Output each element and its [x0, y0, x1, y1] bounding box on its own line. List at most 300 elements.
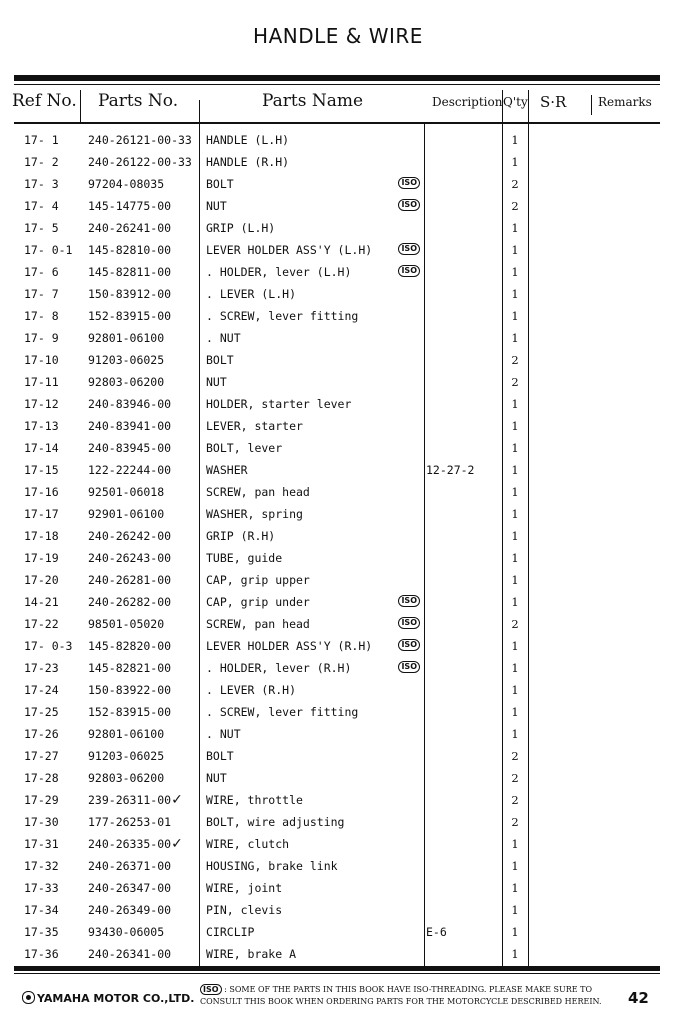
column-divider [80, 90, 81, 122]
quantity: 1 [511, 507, 519, 521]
parts-no-value: 240-26242-00 [88, 529, 172, 543]
parts-no [84, 173, 200, 195]
parts-name [200, 833, 424, 855]
parts-name-value: LEVER HOLDER ASS'Y (R.H) [206, 639, 373, 653]
description [424, 217, 502, 239]
parts-name [200, 789, 424, 811]
parts-no-value: 91203-06025 [88, 353, 165, 367]
parts-name-value: . LEVER (R.H) [206, 683, 297, 697]
description [424, 833, 502, 855]
quantity: 1 [511, 595, 519, 609]
parts-no-value: 240-26349-00 [88, 903, 172, 917]
column-divider [591, 95, 592, 115]
table-row [0, 833, 528, 855]
header-rule [14, 122, 660, 124]
parts-name-value: . SCREW, lever fitting [206, 705, 359, 719]
parts-no-value: 150-83922-00 [88, 683, 172, 697]
parts-name [200, 393, 424, 415]
quantity: 1 [511, 705, 519, 719]
parts-no [84, 591, 200, 613]
parts-no-value: 240-26371-00 [88, 859, 172, 873]
parts-no [84, 195, 200, 217]
description [424, 943, 502, 965]
parts-no-value: 92803-06200 [88, 771, 165, 785]
parts-no [84, 481, 200, 503]
parts-name-value: WIRE, clutch [206, 837, 290, 851]
table-row [0, 327, 528, 349]
table-row [0, 635, 528, 657]
parts-name-value: WIRE, throttle [206, 793, 303, 807]
table-row [0, 811, 528, 833]
parts-no-value: 240-26341-00 [88, 947, 172, 961]
iso-mark-icon: ISO [398, 265, 420, 277]
quantity: 2 [511, 793, 519, 807]
table-row [0, 745, 528, 767]
parts-no [84, 855, 200, 877]
parts-name-value: WIRE, brake A [206, 947, 297, 961]
quantity: 1 [511, 133, 519, 147]
description [424, 327, 502, 349]
table-row [0, 283, 528, 305]
table-row [0, 371, 528, 393]
parts-name-value: BOLT [206, 749, 234, 763]
parts-name [200, 349, 424, 371]
parts-name [200, 855, 424, 877]
parts-no-value: 240-26281-00 [88, 573, 172, 587]
parts-name [200, 305, 424, 327]
bottom-rule-thin [14, 973, 660, 974]
parts-name [200, 415, 424, 437]
parts-name [200, 239, 424, 261]
parts-name [200, 635, 424, 657]
ref-no: 17- 0-1 [24, 243, 73, 257]
parts-name [200, 811, 424, 833]
parts-name [200, 371, 424, 393]
ref-no: 17-27 [24, 749, 59, 763]
parts-name-value: LEVER, starter [206, 419, 303, 433]
parts-name [200, 767, 424, 789]
column-divider [528, 90, 529, 966]
parts-no-value: 97204-08035 [88, 177, 165, 191]
description [424, 657, 502, 679]
ref-no: 17- 5 [24, 221, 59, 235]
iso-mark-icon: ISO [398, 177, 420, 189]
description [424, 547, 502, 569]
parts-name-value: BOLT, lever [206, 441, 283, 455]
table-row [0, 195, 528, 217]
ref-no: 17-19 [24, 551, 59, 565]
table-row [0, 877, 528, 899]
table-row [0, 173, 528, 195]
table-row [0, 789, 528, 811]
ref-no: 17-12 [24, 397, 59, 411]
parts-name [200, 877, 424, 899]
company-logo [22, 991, 194, 1005]
parts-no-value: 145-82811-00 [88, 265, 172, 279]
top-rule-thick [14, 75, 660, 81]
parts-no-value: 93430-06005 [88, 925, 165, 939]
parts-no-value: 240-83945-00 [88, 441, 172, 455]
quantity: 1 [511, 903, 519, 917]
ref-no: 17-31 [24, 837, 59, 851]
description [424, 151, 502, 173]
ref-no: 17-20 [24, 573, 59, 587]
quantity: 1 [511, 221, 519, 235]
parts-no [84, 239, 200, 261]
quantity: 1 [511, 551, 519, 565]
ref-no: 17-22 [24, 617, 59, 631]
description [424, 437, 502, 459]
parts-no-value: 240-26282-00 [88, 595, 172, 609]
parts-no [84, 525, 200, 547]
parts-no [84, 613, 200, 635]
parts-name-value: . LEVER (L.H) [206, 287, 297, 301]
ref-no: 17-34 [24, 903, 59, 917]
ref-no: 17-24 [24, 683, 59, 697]
table-row [0, 679, 528, 701]
parts-no [84, 569, 200, 591]
parts-no [84, 679, 200, 701]
description [424, 701, 502, 723]
parts-no-value: 98501-05020 [88, 617, 165, 631]
parts-name-value: TUBE, guide [206, 551, 283, 565]
table-row [0, 921, 528, 943]
parts-no [84, 261, 200, 283]
description [424, 767, 502, 789]
iso-mark-icon: ISO [398, 617, 420, 629]
table-row [0, 129, 528, 151]
parts-name [200, 283, 424, 305]
parts-name-value: . SCREW, lever fitting [206, 309, 359, 323]
parts-no-value: 145-14775-00 [88, 199, 172, 213]
ref-no: 17-36 [24, 947, 59, 961]
parts-no [84, 371, 200, 393]
description [424, 899, 502, 921]
parts-name [200, 745, 424, 767]
parts-no-value: 152-83915-00 [88, 705, 172, 719]
parts-name [200, 525, 424, 547]
parts-no-value: 91203-06025 [88, 749, 165, 763]
header-ref-no: Ref No. [12, 91, 77, 111]
parts-name-value: LEVER HOLDER ASS'Y (L.H) [206, 243, 373, 257]
table-row [0, 723, 528, 745]
table-row [0, 349, 528, 371]
parts-name [200, 151, 424, 173]
parts-no [84, 943, 200, 965]
quantity: 1 [511, 639, 519, 653]
table-row [0, 767, 528, 789]
parts-no [84, 635, 200, 657]
iso-mark-icon: ISO [398, 639, 420, 651]
parts-name-value: . HOLDER, lever (R.H) [206, 661, 352, 675]
parts-no [84, 723, 200, 745]
ref-no: 17- 3 [24, 177, 59, 191]
parts-no-value: 92801-06100 [88, 331, 165, 345]
parts-no [84, 349, 200, 371]
parts-no [84, 217, 200, 239]
parts-name-value: BOLT [206, 353, 234, 367]
parts-name [200, 459, 424, 481]
description [424, 679, 502, 701]
quantity: 1 [511, 397, 519, 411]
header-qty: Q'ty [503, 95, 528, 109]
parts-no [84, 745, 200, 767]
ref-no: 17-18 [24, 529, 59, 543]
quantity: 2 [511, 375, 519, 389]
parts-no-value: 150-83912-00 [88, 287, 172, 301]
parts-no [84, 899, 200, 921]
description [424, 613, 502, 635]
parts-name-value: WASHER [206, 463, 248, 477]
quantity: 2 [511, 815, 519, 829]
parts-name [200, 195, 424, 217]
table-row [0, 701, 528, 723]
parts-no-value: 240-83941-00 [88, 419, 172, 433]
ref-no: 17-35 [24, 925, 59, 939]
table-row [0, 217, 528, 239]
quantity: 1 [511, 419, 519, 433]
parts-name [200, 591, 424, 613]
description [424, 481, 502, 503]
header-sr: S·R [540, 93, 567, 111]
parts-table [0, 129, 528, 965]
description [424, 745, 502, 767]
ref-no: 17-15 [24, 463, 59, 477]
quantity: 2 [511, 749, 519, 763]
iso-mark-icon: ISO [398, 199, 420, 211]
header-remarks: Remarks [598, 95, 652, 109]
parts-no-value: 92901-06100 [88, 507, 165, 521]
parts-name [200, 899, 424, 921]
header-parts-name: Parts Name [262, 91, 364, 111]
table-row [0, 657, 528, 679]
iso-mark-icon: ISO [398, 595, 420, 607]
ref-no: 17- 9 [24, 331, 59, 345]
parts-name [200, 921, 424, 943]
iso-note [200, 984, 602, 1008]
quantity: 2 [511, 771, 519, 785]
parts-no [84, 305, 200, 327]
description [424, 283, 502, 305]
description [424, 393, 502, 415]
parts-no [84, 151, 200, 173]
description [424, 415, 502, 437]
parts-name-value: NUT [206, 375, 227, 389]
quantity: 1 [511, 727, 519, 741]
parts-no-value: 92803-06200 [88, 375, 165, 389]
parts-name [200, 701, 424, 723]
ref-no: 17-33 [24, 881, 59, 895]
table-row [0, 569, 528, 591]
parts-name [200, 503, 424, 525]
ref-no: 17-32 [24, 859, 59, 873]
parts-no-value: 240-26121-00-33 [88, 133, 192, 147]
description [424, 877, 502, 899]
parts-no [84, 327, 200, 349]
table-row [0, 151, 528, 173]
bottom-rule-thick [14, 966, 660, 971]
parts-no [84, 129, 200, 151]
quantity: 1 [511, 661, 519, 675]
iso-note-line-1: : SOME OF THE PARTS IN THIS BOOK HAVE ISO-THREADING. PLEASE MAKE SURE TO [224, 985, 592, 994]
parts-name-value: NUT [206, 771, 227, 785]
iso-mark-icon: ISO [398, 243, 420, 255]
quantity: 1 [511, 243, 519, 257]
parts-no [84, 503, 200, 525]
iso-mark-icon: ISO [200, 984, 222, 995]
quantity: 1 [511, 155, 519, 169]
quantity: 1 [511, 529, 519, 543]
parts-name-value: . NUT [206, 331, 241, 345]
ref-no: 17-11 [24, 375, 59, 389]
table-row [0, 459, 528, 481]
parts-no-value: 240-26347-00 [88, 881, 172, 895]
table-row [0, 437, 528, 459]
check-mark: ✓ [171, 792, 183, 808]
parts-name [200, 327, 424, 349]
parts-name-value: HANDLE (R.H) [206, 155, 290, 169]
parts-name-value: BOLT [206, 177, 234, 191]
parts-name-value: GRIP (L.H) [206, 221, 276, 235]
quantity: 1 [511, 573, 519, 587]
parts-name-value: CAP, grip under [206, 595, 310, 609]
parts-no-value: 145-82820-00 [88, 639, 172, 653]
parts-name-value: BOLT, wire adjusting [206, 815, 345, 829]
parts-no-value: 240-26122-00-33 [88, 155, 192, 169]
parts-no [84, 283, 200, 305]
table-row [0, 591, 528, 613]
parts-no-value: 239-26311-00 [88, 793, 172, 807]
table-row [0, 481, 528, 503]
description [424, 503, 502, 525]
check-mark: ✓ [171, 836, 183, 852]
description [424, 129, 502, 151]
quantity: 2 [511, 177, 519, 191]
parts-name [200, 261, 424, 283]
ref-no: 17- 8 [24, 309, 59, 323]
description [424, 239, 502, 261]
parts-no [84, 833, 200, 855]
description [424, 349, 502, 371]
description [424, 261, 502, 283]
parts-no-value: 240-26241-00 [88, 221, 172, 235]
company-name: YAMAHA MOTOR CO.,LTD. [37, 992, 195, 1005]
table-row [0, 855, 528, 877]
parts-no [84, 393, 200, 415]
parts-name [200, 437, 424, 459]
page-title: HANDLE & WIRE [253, 24, 423, 48]
ref-no: 17-10 [24, 353, 59, 367]
parts-name-value: GRIP (R.H) [206, 529, 276, 543]
parts-name-value: WASHER, spring [206, 507, 303, 521]
parts-no [84, 547, 200, 569]
description [424, 195, 502, 217]
parts-name [200, 569, 424, 591]
parts-no [84, 921, 200, 943]
quantity: 1 [511, 881, 519, 895]
description [424, 855, 502, 877]
parts-name-value: HOLDER, starter lever [206, 397, 352, 411]
iso-mark-icon: ISO [398, 661, 420, 673]
table-row [0, 239, 528, 261]
ref-no: 17-29 [24, 793, 59, 807]
ref-no: 17- 4 [24, 199, 59, 213]
parts-name [200, 613, 424, 635]
ref-no: 17-23 [24, 661, 59, 675]
parts-no [84, 415, 200, 437]
ref-no: 17-26 [24, 727, 59, 741]
quantity: 2 [511, 353, 519, 367]
parts-no [84, 767, 200, 789]
ref-no: 17- 7 [24, 287, 59, 301]
parts-no-value: 92801-06100 [88, 727, 165, 741]
quantity: 1 [511, 683, 519, 697]
parts-name [200, 129, 424, 151]
parts-name-value: SCREW, pan head [206, 485, 310, 499]
quantity: 2 [511, 199, 519, 213]
parts-name-value: PIN, clevis [206, 903, 283, 917]
parts-no [84, 789, 200, 811]
quantity: 1 [511, 287, 519, 301]
ref-no: 17-25 [24, 705, 59, 719]
table-row [0, 899, 528, 921]
table-row [0, 261, 528, 283]
parts-no-value: 122-22244-00 [88, 463, 172, 477]
description [424, 569, 502, 591]
description [424, 789, 502, 811]
parts-no-value: 92501-06018 [88, 485, 165, 499]
description [424, 525, 502, 547]
parts-no [84, 657, 200, 679]
table-row [0, 525, 528, 547]
parts-name-value: CAP, grip upper [206, 573, 310, 587]
parts-no-value: 240-83946-00 [88, 397, 172, 411]
page-number: 42 [628, 989, 649, 1007]
description [424, 591, 502, 613]
header-parts-no: Parts No. [98, 91, 179, 111]
parts-no [84, 811, 200, 833]
parts-no [84, 459, 200, 481]
parts-no [84, 701, 200, 723]
parts-name-value: NUT [206, 199, 227, 213]
table-row [0, 943, 528, 965]
parts-name [200, 723, 424, 745]
description [424, 811, 502, 833]
ref-no: 17-28 [24, 771, 59, 785]
parts-name [200, 173, 424, 195]
quantity: 1 [511, 331, 519, 345]
quantity: 1 [511, 463, 519, 477]
quantity: 1 [511, 485, 519, 499]
ref-no: 17-13 [24, 419, 59, 433]
quantity: 1 [511, 265, 519, 279]
quantity: 1 [511, 947, 519, 961]
parts-no [84, 437, 200, 459]
table-row [0, 393, 528, 415]
parts-no-value: 240-26243-00 [88, 551, 172, 565]
parts-no-value: 240-26335-00 [88, 837, 172, 851]
description: 12-27-2 [426, 463, 475, 477]
parts-name-value: SCREW, pan head [206, 617, 310, 631]
table-row [0, 503, 528, 525]
quantity: 1 [511, 441, 519, 455]
parts-no-value: 152-83915-00 [88, 309, 172, 323]
ref-no: 17- 0-3 [24, 639, 73, 653]
quantity: 1 [511, 837, 519, 851]
quantity: 1 [511, 859, 519, 873]
ref-no: 17-17 [24, 507, 59, 521]
quantity: 2 [511, 617, 519, 631]
